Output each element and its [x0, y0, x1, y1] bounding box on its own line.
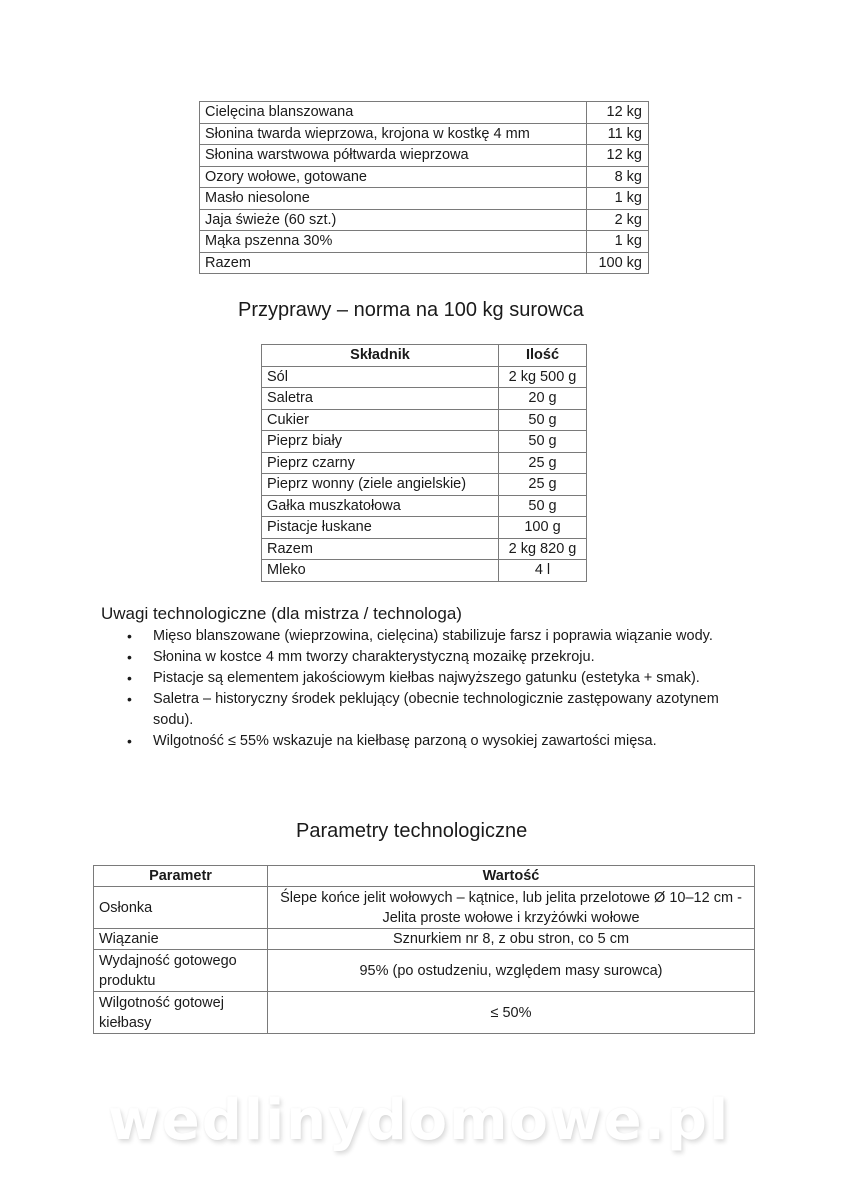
parameters-table — [93, 865, 755, 1034]
spice-qty: 50 g — [499, 409, 587, 431]
total-row — [200, 252, 649, 274]
table-row — [262, 517, 587, 539]
column-header-parameter: Parametr — [94, 866, 268, 887]
spice-name: Sól — [262, 366, 499, 388]
spice-qty: 20 g — [499, 388, 587, 410]
notes-title: Uwagi technologiczne (dla mistrza / technologa) — [101, 604, 462, 623]
table-row — [262, 495, 587, 517]
ingredient-qty: 2 kg — [587, 209, 649, 231]
raw-materials-table — [199, 101, 649, 274]
total-label: Razem — [262, 538, 499, 560]
list-item — [101, 668, 761, 689]
ingredient-name: Jaja świeże (60 szt.) — [200, 209, 587, 231]
spice-qty: 100 g — [499, 517, 587, 539]
ingredient-name: Słonina warstwowa półtwarda wieprzowa — [200, 145, 587, 167]
parameters-heading: Parametry technologiczne — [296, 820, 528, 842]
column-header-ingredient: Składnik — [262, 345, 499, 367]
notes-list — [101, 626, 761, 752]
table-row — [262, 366, 587, 388]
spice-qty: 50 g — [499, 431, 587, 453]
table-header-row — [94, 866, 755, 887]
table-row — [200, 123, 649, 145]
list-item — [101, 731, 761, 752]
table-header-row — [262, 345, 587, 367]
column-header-quantity: Ilość — [499, 345, 587, 367]
total-row — [262, 538, 587, 560]
parameter-name: Osłonka — [94, 887, 268, 929]
table-row — [262, 409, 587, 431]
table-row — [262, 431, 587, 453]
spice-name: Cukier — [262, 409, 499, 431]
spice-name: Pieprz biały — [262, 431, 499, 453]
column-header-value: Wartość — [268, 866, 755, 887]
ingredient-name: Słonina twarda wieprzowa, krojona w kostkę 4 mm — [200, 123, 587, 145]
ingredient-name: Cielęcina blanszowana — [200, 102, 587, 124]
ingredient-qty: 8 kg — [587, 166, 649, 188]
table-row — [200, 166, 649, 188]
table-row — [262, 560, 587, 582]
table-row — [262, 474, 587, 496]
parameter-value: Ślepe końce jelit wołowych – kątnice, lub jelita przelotowe Ø 10–12 cm - Jelita proste wołowe i krzyżówki wołowe — [268, 887, 755, 929]
spice-name: Pieprz wonny (ziele angielskie) — [262, 474, 499, 496]
note-text: Mięso blanszowane (wieprzowina, cielęcina) stabilizuje farsz i poprawia wiązanie wody. — [153, 628, 713, 644]
spice-qty: 25 g — [499, 452, 587, 474]
spice-qty: 50 g — [499, 495, 587, 517]
spice-name: Pieprz czarny — [262, 452, 499, 474]
table-row — [200, 209, 649, 231]
total-label: Razem — [200, 252, 587, 274]
spice-qty: 25 g — [499, 474, 587, 496]
parameter-value: Sznurkiem nr 8, z obu stron, co 5 cm — [268, 929, 755, 950]
watermark: wedlinydomowe.pl — [108, 1088, 731, 1153]
table-row — [200, 145, 649, 167]
bullet-icon: • — [127, 691, 132, 707]
ingredient-name: Ozory wołowe, gotowane — [200, 166, 587, 188]
table-row — [200, 231, 649, 253]
note-text: Słonina w kostce 4 mm tworzy charakterystyczną mozaikę przekroju. — [153, 649, 595, 665]
spice-name: Mleko — [262, 560, 499, 582]
spice-qty: 4 l — [499, 560, 587, 582]
parameter-value: ≤ 50% — [268, 992, 755, 1034]
ingredient-name: Masło niesolone — [200, 188, 587, 210]
bullet-icon: • — [127, 649, 132, 665]
ingredient-qty: 12 kg — [587, 145, 649, 167]
parameter-name: Wiązanie — [94, 929, 268, 950]
list-item — [101, 626, 761, 647]
list-item — [101, 689, 761, 731]
ingredient-name: Mąka pszenna 30% — [200, 231, 587, 253]
table-row — [94, 887, 755, 929]
bullet-icon: • — [127, 733, 132, 749]
table-row — [262, 388, 587, 410]
ingredient-qty: 1 kg — [587, 231, 649, 253]
parameter-name: Wydajność gotowego produktu — [94, 950, 268, 992]
table-row — [94, 929, 755, 950]
note-text: Saletra – historyczny środek peklujący (obecnie technologicznie zastępowany azotynem sodu). — [153, 691, 719, 728]
spices-heading: Przyprawy – norma na 100 kg surowca — [238, 299, 584, 321]
total-qty: 100 kg — [587, 252, 649, 274]
note-text: Wilgotność ≤ 55% wskazuje na kiełbasę parzoną o wysokiej zawartości mięsa. — [153, 733, 657, 749]
spice-name: Gałka muszkatołowa — [262, 495, 499, 517]
spices-table — [261, 344, 587, 582]
note-text: Pistacje są elementem jakościowym kiełbas najwyższego gatunku (estetyka + smak). — [153, 670, 700, 686]
table-row — [200, 188, 649, 210]
table-row — [94, 992, 755, 1034]
total-qty: 2 kg 820 g — [499, 538, 587, 560]
table-row — [94, 950, 755, 992]
bullet-icon: • — [127, 628, 132, 644]
table-row — [262, 452, 587, 474]
list-item — [101, 647, 761, 668]
parameter-value: 95% (po ostudzeniu, względem masy surowca) — [268, 950, 755, 992]
spice-name: Pistacje łuskane — [262, 517, 499, 539]
parameter-name: Wilgotność gotowej kiełbasy — [94, 992, 268, 1034]
ingredient-qty: 1 kg — [587, 188, 649, 210]
table-row — [200, 102, 649, 124]
spice-qty: 2 kg 500 g — [499, 366, 587, 388]
bullet-icon: • — [127, 670, 132, 686]
spice-name: Saletra — [262, 388, 499, 410]
ingredient-qty: 12 kg — [587, 102, 649, 124]
ingredient-qty: 11 kg — [587, 123, 649, 145]
